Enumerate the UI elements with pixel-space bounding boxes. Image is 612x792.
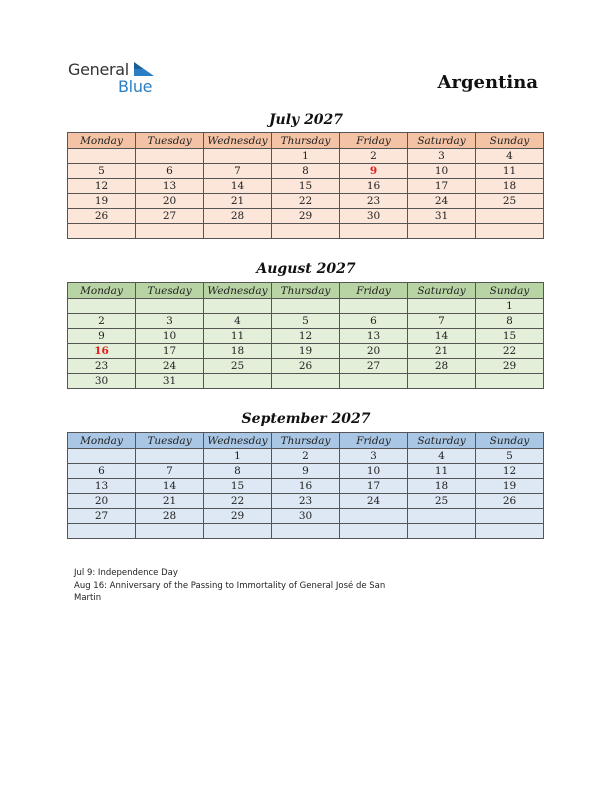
day-cell: 19 (476, 479, 544, 494)
day-cell: 21 (408, 344, 476, 359)
weekday-header-wednesday: Wednesday (204, 433, 272, 449)
week-row (68, 509, 544, 524)
day-cell: 29 (476, 359, 544, 374)
day-cell: 20 (340, 344, 408, 359)
weekday-header-friday: Friday (340, 433, 408, 449)
week-row (68, 524, 544, 539)
day-cell: 7 (136, 464, 204, 479)
day-cell: 31 (136, 374, 204, 389)
day-cell: 26 (272, 359, 340, 374)
day-cell: 5 (272, 314, 340, 329)
empty-day-cell (476, 524, 544, 539)
week-row (68, 314, 544, 329)
day-cell: 19 (272, 344, 340, 359)
day-cell: 2 (340, 149, 408, 164)
day-cell: 12 (476, 464, 544, 479)
weekday-header-thursday: Thursday (272, 433, 340, 449)
empty-day-cell (136, 299, 204, 314)
day-cell: 17 (340, 479, 408, 494)
day-cell: 16 (340, 179, 408, 194)
day-cell: 14 (136, 479, 204, 494)
weekday-header-tuesday: Tuesday (136, 433, 204, 449)
empty-day-cell (136, 449, 204, 464)
calendar-july (67, 132, 544, 239)
week-row (68, 359, 544, 374)
week-row (68, 479, 544, 494)
day-cell: 18 (204, 344, 272, 359)
empty-day-cell (476, 509, 544, 524)
empty-day-cell (408, 224, 476, 239)
empty-day-cell (340, 374, 408, 389)
week-row (68, 164, 544, 179)
day-cell: 26 (476, 494, 544, 509)
weekday-header-tuesday: Tuesday (136, 283, 204, 299)
day-cell: 28 (136, 509, 204, 524)
month-title-august: August 2027 (256, 261, 356, 277)
week-row (68, 299, 544, 314)
empty-day-cell (68, 149, 136, 164)
weekday-header-row (68, 433, 544, 449)
empty-day-cell (68, 524, 136, 539)
empty-day-cell (204, 524, 272, 539)
day-cell: 1 (476, 299, 544, 314)
day-cell: 3 (340, 449, 408, 464)
day-cell: 24 (408, 194, 476, 209)
day-cell: 6 (68, 464, 136, 479)
day-cell: 1 (204, 449, 272, 464)
empty-day-cell (408, 509, 476, 524)
day-cell: 22 (272, 194, 340, 209)
week-row (68, 209, 544, 224)
day-cell: 14 (408, 329, 476, 344)
day-cell: 3 (136, 314, 204, 329)
empty-day-cell (68, 224, 136, 239)
day-cell: 8 (476, 314, 544, 329)
empty-day-cell (204, 299, 272, 314)
week-row (68, 179, 544, 194)
weekday-header-friday: Friday (340, 133, 408, 149)
day-cell: 4 (204, 314, 272, 329)
weekday-header-row (68, 283, 544, 299)
calendar-september (67, 432, 544, 539)
day-cell: 13 (68, 479, 136, 494)
day-cell: 15 (272, 179, 340, 194)
empty-day-cell (340, 524, 408, 539)
day-cell: 27 (136, 209, 204, 224)
holiday-notes (74, 567, 434, 605)
day-cell: 12 (68, 179, 136, 194)
empty-day-cell (204, 374, 272, 389)
day-cell: 2 (272, 449, 340, 464)
day-cell: 6 (136, 164, 204, 179)
day-cell: 8 (204, 464, 272, 479)
day-cell: 28 (204, 209, 272, 224)
weekday-header-sunday: Sunday (476, 133, 544, 149)
empty-day-cell (136, 524, 204, 539)
weekday-header-saturday: Saturday (408, 283, 476, 299)
empty-day-cell (408, 299, 476, 314)
day-cell: 23 (340, 194, 408, 209)
day-cell: 9 (68, 329, 136, 344)
empty-day-cell (204, 149, 272, 164)
day-cell: 30 (340, 209, 408, 224)
day-cell: 16 (272, 479, 340, 494)
holiday-note: Aug 16: Anniversary of the Passing to Immortality of General José de San (74, 580, 386, 591)
day-cell: 14 (204, 179, 272, 194)
day-cell: 20 (136, 194, 204, 209)
weekday-header-row (68, 133, 544, 149)
day-cell: 23 (272, 494, 340, 509)
day-cell: 27 (68, 509, 136, 524)
empty-day-cell (476, 209, 544, 224)
weekday-header-tuesday: Tuesday (136, 133, 204, 149)
week-row (68, 374, 544, 389)
day-cell: 3 (408, 149, 476, 164)
day-cell: 10 (340, 464, 408, 479)
day-cell: 25 (204, 359, 272, 374)
weekday-header-wednesday: Wednesday (204, 133, 272, 149)
holiday-note: Martin (74, 593, 102, 603)
empty-day-cell (340, 299, 408, 314)
day-cell: 11 (476, 164, 544, 179)
day-cell: 7 (408, 314, 476, 329)
week-row (68, 464, 544, 479)
day-cell: 17 (408, 179, 476, 194)
day-cell: 10 (136, 329, 204, 344)
holiday-note: Jul 9: Independence Day (74, 568, 178, 578)
empty-day-cell (272, 524, 340, 539)
day-cell: 24 (340, 494, 408, 509)
empty-day-cell (272, 299, 340, 314)
day-cell: 18 (408, 479, 476, 494)
day-cell: 22 (204, 494, 272, 509)
weekday-header-monday: Monday (68, 283, 136, 299)
empty-day-cell (476, 224, 544, 239)
weekday-header-monday: Monday (68, 433, 136, 449)
day-cell: 19 (68, 194, 136, 209)
day-cell: 23 (68, 359, 136, 374)
empty-day-cell (340, 224, 408, 239)
brand-flag-icon (134, 62, 154, 76)
empty-day-cell (476, 374, 544, 389)
week-row (68, 344, 544, 359)
day-cell: 6 (340, 314, 408, 329)
empty-day-cell (136, 224, 204, 239)
empty-day-cell (408, 524, 476, 539)
day-cell: 2 (68, 314, 136, 329)
day-cell: 21 (204, 194, 272, 209)
weekday-header-thursday: Thursday (272, 283, 340, 299)
week-row (68, 194, 544, 209)
weekday-header-sunday: Sunday (476, 283, 544, 299)
weekday-header-friday: Friday (340, 283, 408, 299)
weekday-header-wednesday: Wednesday (204, 283, 272, 299)
week-row (68, 329, 544, 344)
day-cell: 30 (68, 374, 136, 389)
holiday-day-cell: 9 (340, 164, 408, 179)
day-cell: 25 (408, 494, 476, 509)
day-cell: 25 (476, 194, 544, 209)
day-cell: 21 (136, 494, 204, 509)
weekday-header-saturday: Saturday (408, 133, 476, 149)
day-cell: 17 (136, 344, 204, 359)
holiday-day-cell: 16 (68, 344, 136, 359)
day-cell: 15 (204, 479, 272, 494)
country-title: Argentina (437, 72, 538, 93)
day-cell: 11 (204, 329, 272, 344)
day-cell: 11 (408, 464, 476, 479)
day-cell: 22 (476, 344, 544, 359)
day-cell: 13 (136, 179, 204, 194)
day-cell: 29 (204, 509, 272, 524)
brand-word-general: General (68, 60, 129, 79)
day-cell: 20 (68, 494, 136, 509)
weekday-header-sunday: Sunday (476, 433, 544, 449)
week-row (68, 224, 544, 239)
day-cell: 5 (68, 164, 136, 179)
day-cell: 4 (476, 149, 544, 164)
empty-day-cell (408, 374, 476, 389)
weekday-header-saturday: Saturday (408, 433, 476, 449)
day-cell: 30 (272, 509, 340, 524)
empty-day-cell (340, 509, 408, 524)
empty-day-cell (204, 224, 272, 239)
brand-word-blue: Blue (118, 77, 153, 96)
empty-day-cell (272, 374, 340, 389)
day-cell: 28 (408, 359, 476, 374)
month-title-july: July 2027 (268, 112, 344, 128)
day-cell: 31 (408, 209, 476, 224)
day-cell: 9 (272, 464, 340, 479)
day-cell: 24 (136, 359, 204, 374)
day-cell: 1 (272, 149, 340, 164)
week-row (68, 149, 544, 164)
empty-day-cell (136, 149, 204, 164)
day-cell: 15 (476, 329, 544, 344)
day-cell: 26 (68, 209, 136, 224)
day-cell: 29 (272, 209, 340, 224)
empty-day-cell (68, 299, 136, 314)
week-row (68, 449, 544, 464)
weekday-header-monday: Monday (68, 133, 136, 149)
brand-logo (68, 60, 168, 96)
day-cell: 27 (340, 359, 408, 374)
day-cell: 8 (272, 164, 340, 179)
day-cell: 10 (408, 164, 476, 179)
month-title-september: September 2027 (241, 411, 371, 427)
day-cell: 13 (340, 329, 408, 344)
day-cell: 7 (204, 164, 272, 179)
empty-day-cell (272, 224, 340, 239)
day-cell: 5 (476, 449, 544, 464)
week-row (68, 494, 544, 509)
weekday-header-thursday: Thursday (272, 133, 340, 149)
day-cell: 12 (272, 329, 340, 344)
empty-day-cell (68, 449, 136, 464)
day-cell: 4 (408, 449, 476, 464)
day-cell: 18 (476, 179, 544, 194)
calendar-august (67, 282, 544, 389)
